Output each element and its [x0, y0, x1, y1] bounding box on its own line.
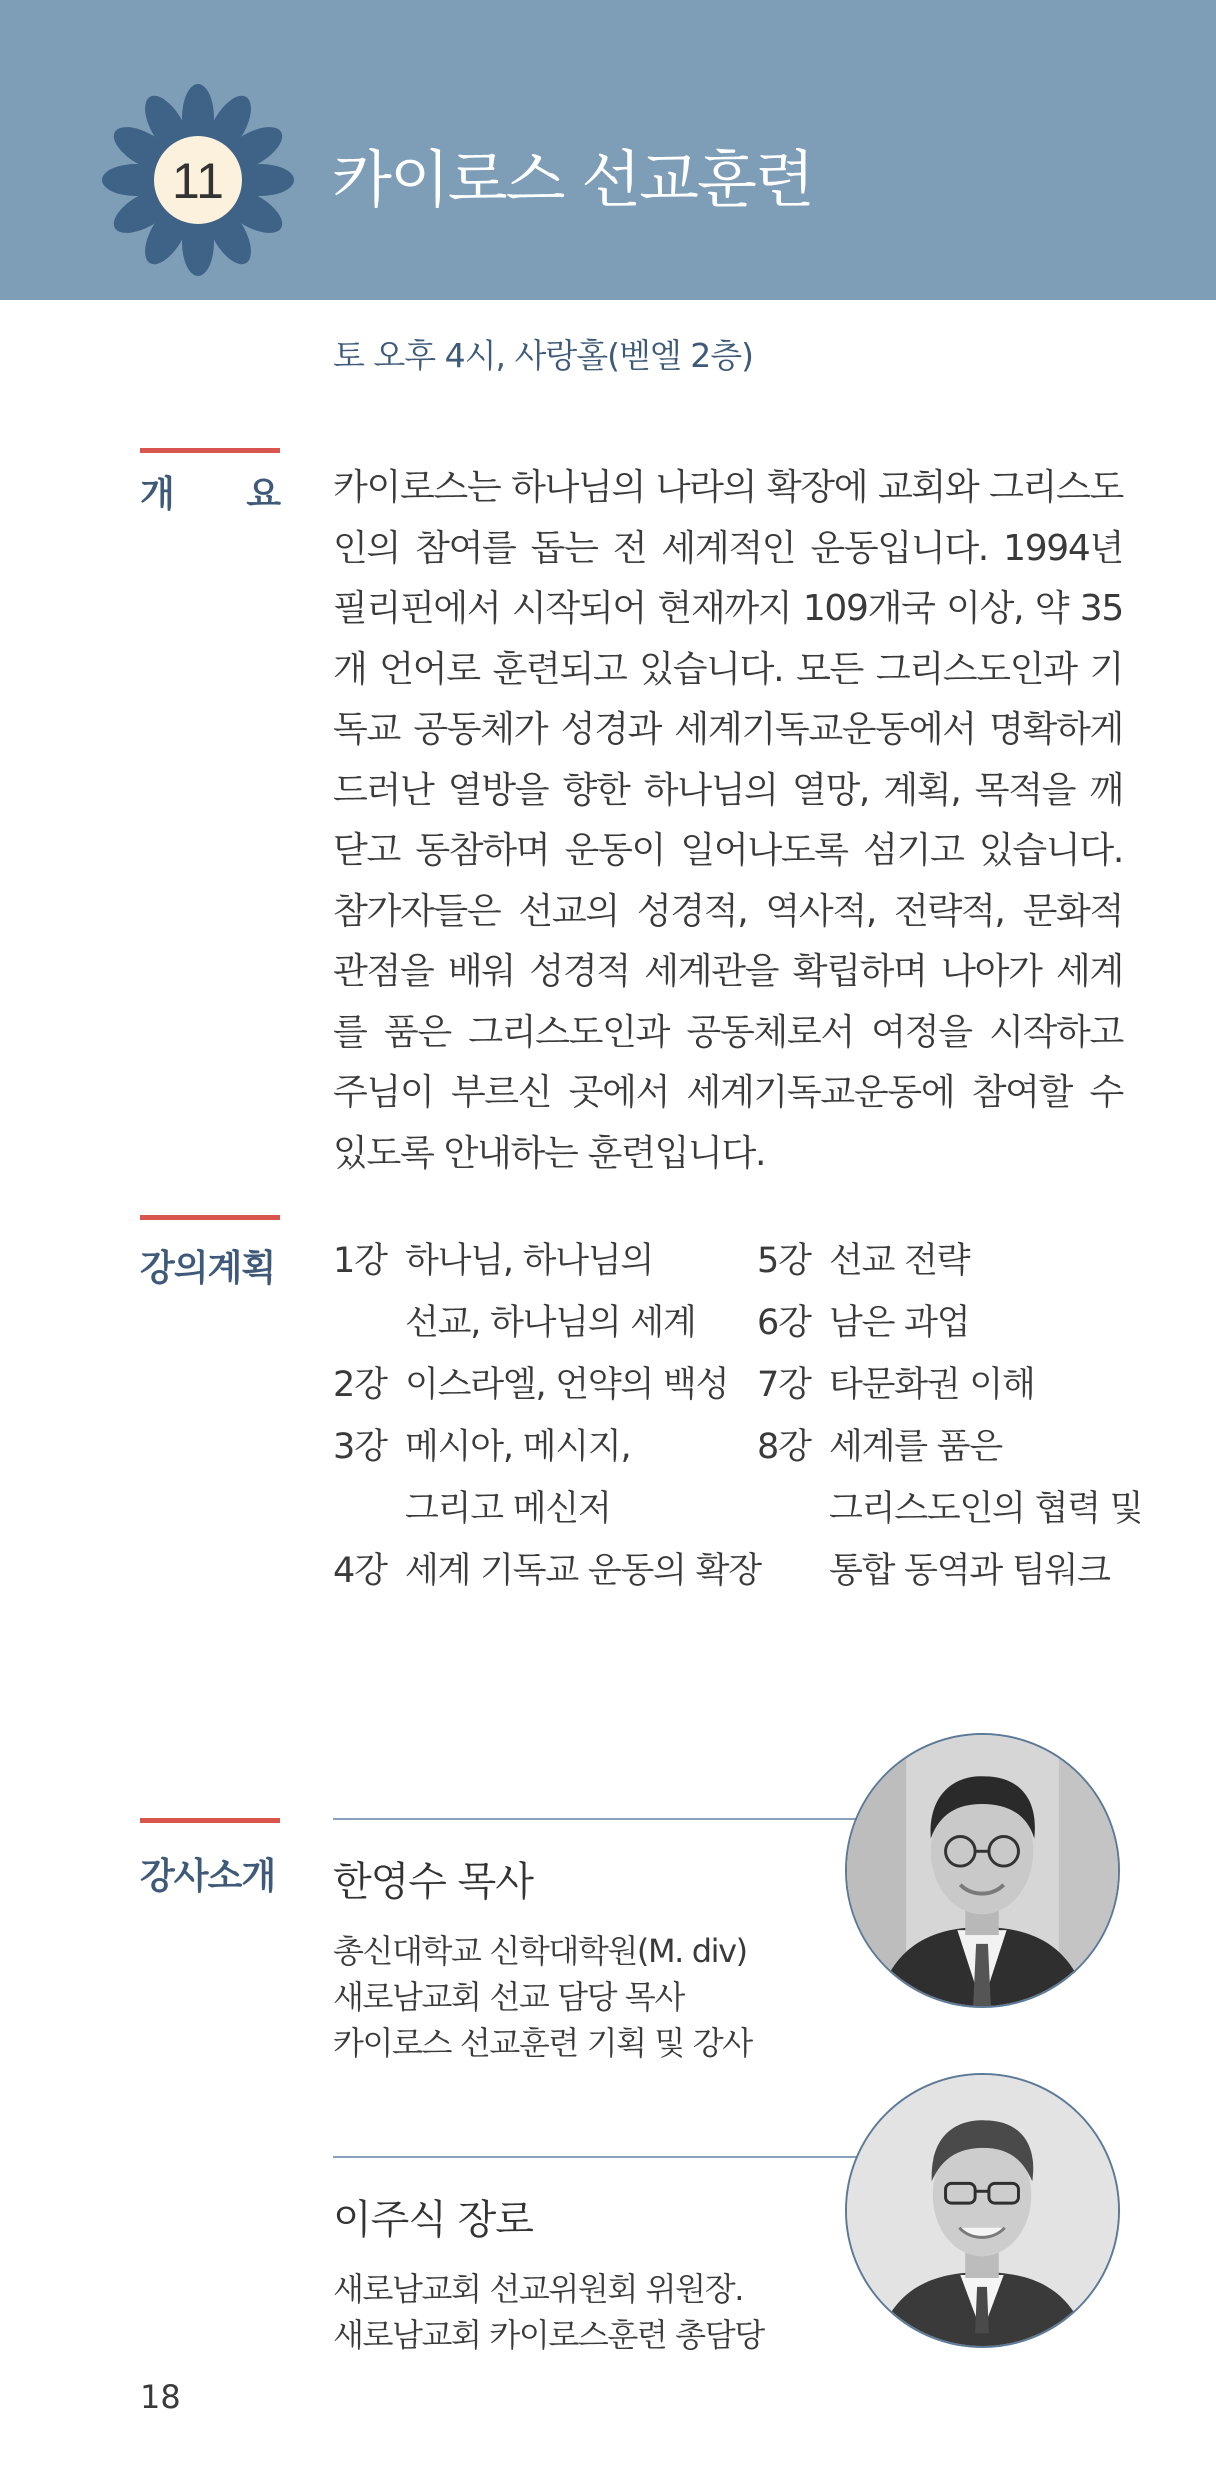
instructors-label: 강사소개 [140, 1856, 276, 1897]
instructor-bio-line: 새로남교회 선교위원회 위원장. [333, 2270, 743, 2308]
lecture-title-line: 메시아, 메시지, [405, 1427, 631, 1467]
lecture-title-line: 세계를 품은 [829, 1427, 1002, 1467]
schedule-info: 토 오후 4시, 사랑홀(벧엘 2층) [333, 336, 753, 375]
lecture-number: 6강 [757, 1303, 811, 1343]
lecture-title-line: 선교, 하나님의 세계 [405, 1303, 696, 1343]
overview-label-char: 요 [246, 474, 280, 515]
instructors-accent-bar [140, 1818, 280, 1823]
flower-badge-icon [98, 80, 298, 280]
overview-label-char: 개 [140, 474, 174, 515]
lecture-number: 5강 [757, 1241, 811, 1281]
instructor-name: 이주식 장로 [333, 2197, 533, 2243]
lecture-title-line: 선교 전략 [829, 1241, 970, 1281]
instructor-bio-line: 새로남교회 선교 담당 목사 [333, 1978, 684, 2016]
instructor-bio [333, 2266, 764, 2358]
lecture-number: 2강 [333, 1365, 387, 1405]
lecture-title-line: 그리스도인의 협력 및 [829, 1489, 1143, 1529]
overview-accent-bar [140, 448, 280, 453]
plan-label: 강의계획 [140, 1248, 276, 1289]
instructor-divider [333, 1818, 873, 1820]
lecture-title-line: 그리고 메신저 [405, 1489, 611, 1529]
person-portrait-icon [847, 1735, 1118, 2006]
instructor-photo [845, 1733, 1120, 2008]
lecture-title-line: 통합 동역과 팀워크 [829, 1551, 1110, 1591]
instructor-bio-line: 카이로스 선교훈련 기획 및 강사 [333, 2024, 752, 2062]
lecture-title-line: 이스라엘, 언약의 백성 [405, 1365, 729, 1405]
lecture-number: 4강 [333, 1551, 387, 1591]
lecture-number: 7강 [757, 1365, 811, 1405]
person-portrait-icon [847, 2075, 1118, 2346]
course-title: 카이로스 선교훈련 [332, 143, 813, 216]
instructor-bio [333, 1928, 752, 2066]
lecture-title-line: 하나님, 하나님의 [405, 1241, 654, 1281]
lecture-number: 3강 [333, 1427, 387, 1467]
instructor-photo [845, 2073, 1120, 2348]
instructor-divider [333, 2156, 873, 2158]
instructor-bio-line: 새로남교회 카이로스훈련 총담당 [333, 2316, 764, 2354]
instructor-name: 한영수 목사 [333, 1859, 533, 1905]
lecture-title-line: 남은 과업 [829, 1303, 970, 1343]
lecture-number: 8강 [757, 1427, 811, 1467]
course-number: 11 [172, 153, 224, 209]
overview-text: 카이로스는 하나님의 나라의 확장에 교회와 그리스도인의 참여를 돕는 전 세계적인 운동입니다. 1994년 필리핀에서 시작되어 현재까지 109개국 이상, 약 35개 언어로 훈련되고 있습니다. 모든 그리스도인과 기독교 공동체가 성경과 세계기독교운동에서 명확하게 드러난 열방을 향한 하나님의 열망, 계획, 목적을 깨닫고 동참하며 운동이 일어나도록 섬기고 있습니다. 참가자들은 선교의 성경적, 역사적, 전략적, 문화적 관점을 배워 성경적 세계관을 확립하며 나아가 세계를 품은 그리스도인과 공동체로서 여정을 시작하고 주님이 부르신 곳에서 세계기독교운동에 참여할 수 있도록 안내하는 훈련입니다. [333, 467, 1123, 1174]
lecture-title-line: 타문화권 이해 [829, 1365, 1035, 1405]
plan-accent-bar [140, 1215, 280, 1220]
overview-label [140, 466, 280, 517]
lecture-number: 1강 [333, 1241, 387, 1281]
lecture-title-line: 세계 기독교 운동의 확장 [405, 1551, 761, 1591]
page-number: 18 [140, 2378, 181, 2416]
instructor-bio-line: 총신대학교 신학대학원(M. div) [333, 1932, 747, 1970]
header-banner [0, 0, 1216, 300]
